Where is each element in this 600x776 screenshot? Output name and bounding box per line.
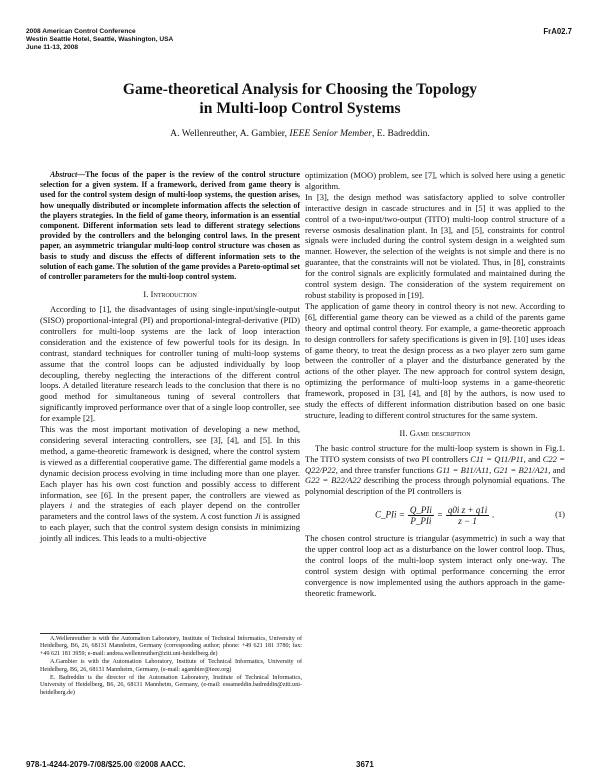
equation-fraction-1 [408,505,434,526]
equation-period: . [492,509,495,520]
conference-name: 2008 American Control Conference [26,28,136,35]
fraction-1-denominator: P_PIi [410,516,432,527]
symbol-g22: G22 = B22/A22 [305,475,361,486]
section-heading-introduction: I. Introduction [143,289,197,300]
right-column [305,170,565,599]
abstract-label: Abstract [50,170,78,179]
symbol-ji: Ji [254,511,261,522]
session-code: FrA02.7 [543,27,572,36]
symbol-g11: G11 = B11/A11 [436,464,490,475]
intro-paragraph-2 [40,424,300,544]
symbol-i: i [69,500,73,511]
conference-header [26,28,173,53]
footnote-3: E. Badreddin is the director of the Automation Laboratory, Institute of Technical Informatics, University of Heidelberg, B6, 26, 68131 Mannheim, Germany, (e-mail: essameddin.badreddin@ziti.uni-heidelberg.de) [40,675,302,696]
author-list [40,128,560,139]
isbn-footer: 978-1-4244-2079-7/08/$25.00 ©2008 AACC. [26,760,186,769]
game-p1-part-d: describing the process through polynomial equations. The polynomial description of the PI controllers is [305,475,565,497]
symbol-c11: C11 = Q11/P11 [470,453,524,464]
paper-title [60,80,540,118]
game-p1-sep: , [489,464,494,475]
equation-number: (1) [555,509,565,520]
footnotes [40,636,302,698]
abstract [40,170,300,282]
equation-1 [305,501,565,529]
footnote-rule [40,633,140,634]
abstract-text: —The focus of the paper is the review of the control structure selection for a given system. If a framework, derived from game theory is used for the control system design of multi-loop systems, the question arises, how unequally distributed or incomplete information affects the selection of the players strategies. In the field of game theory, information is an essential component. Different information sets lead to different strategy selections provided by the controllers and the belonging control laws. In the present paper, an asymmetric triangular multi-loop control structure was chosen as basis to study and discuss the effects of different information sets to the solution of each game. The solution of the game provides a Pareto-optimal set of controller parameters for the multi-loop control system. [40,170,300,282]
symbol-c22: C22 = Q22/P22 [305,453,565,475]
equation-equals: = [436,509,443,520]
game-paragraph-2: The chosen control structure is triangular (asymmetric) in such a way that the upper control loop act as a disturbance on the lower control loop. Thus, the control loops of the multi-loop system interact only one-way. The control system design with optimal performance concerning the error convergence is now implemented using the authors approach in the game-theoretic framework. [305,533,565,598]
right-paragraph-2: In [3], the design method was satisfactory applied to solve controller interactive design in cascade structures and in [5] it was applied to the control of a two-input/two-output (TITO) multi-loop control structure of a reverse osmosis desalination plant. In [3], and [5], constraints for control signals were included during the control system design in a weighted sum manner. However, the selection of the weights is not simple and there is no guarantee, that the constraints will not be violated. Thus, in [8], constraints for the control signals are explicitly formulated and maintained during the control system design. The consideration of the system requirement on robust stability is proposed in [19]. [305,191,565,300]
right-paragraph-1: optimization (MOO) problem, see [7], which is solved here using a genetic algorithm. [305,170,565,191]
conference-dates: June 11-13, 2008 [26,44,79,52]
game-p1-part-a: The basic control structure for the multi-loop system is shown in Fig.1. The TITO system consists of two PI controllers [305,442,565,464]
intro-p2-part-c: is assigned to each player, such that the control system design consists in minimizing jointly all indices. This leads to a multi-objective [40,511,300,544]
game-paragraph-1 [305,443,565,498]
intro-paragraph-1: According to [1], the disadvantages of using single-input/single-output (SISO) proportional-integral (PI) and proportional-integral-derivative (PID) controllers for multi-loop systems are the lack of loop interaction consideration and the existence of few powerful tools for its design. In contrast, standard techniques for controller tuning of multi-loop systems assume that the control loops can be adjusted individually by loop decoupling, thereby neglecting the interactions of the different control loops. A detailed literature research leads to the conclusion that there is no good method for simultaneous tuning of several controllers that significantly improved performance over that of a single loop controller, see for example [2]. [40,304,300,424]
conference-venue: Westin Seattle Hotel, Seattle, Washington, USA [26,36,174,44]
authors-part-1: A. Wellenreuther, A. Gambier, [170,128,290,139]
equation-fraction-2 [446,505,489,526]
section-heading-game-description: II. Game description [399,427,471,438]
footnote-1: A.Wellenreuther is with the Automation Laboratory, Institute of Technical Informatics, University of Heidelberg, B6, 26, 68131 Mannheim, Germany (corresponding author; phone: +49 621 181 3780; fax: +49 621 181 3959; e-mail: andrea.wellenreuther@ziti.uni-heidelberg.de) [40,636,302,657]
intro-p2-part-b: and the strategies of each player depend on the controller parameters and the control laws of the system. A cost function [40,500,301,522]
fraction-2-numerator: q0i z + q1i [447,505,488,516]
title-line-1: Game-theoretical Analysis for Choosing the Topology [122,81,478,98]
game-p1-part-c: , and three transfer functions [335,464,437,475]
symbol-g21: G21 = B21/A21 [493,464,549,475]
page-number: 3671 [356,760,374,769]
fraction-1-numerator: Q_PIi [409,505,432,516]
intro-p2-part-a: This was the most important motivation of developing a new method, considering several interacting controllers, see [3], [4], and [5]. In this method, a game-theoretic framework is designed, where the control system is viewed as a differential cooperative game. The differential game models a dynamic decision process evolving in time including more than one player. Each player has his own cost function and possibly access to different information, see [6]. In the present paper, the controllers are viewed as players [40,424,300,511]
right-paragraph-3: The application of game theory in control theory is not new. According to [6], differential game theory can be viewed as a child of the parents game theory and optimal control theory. For example, a game-theoretic approach to design controllers for safety specifications is given in [9]. [10] uses ideas of game theory, to treat the design process as a two player zero sum game between the controller of a player and the disturbance generated by the actions of the other player. The new approach for control system design, optimizing the performance of multi-loop systems in a game-theoretic framework, proposed in [3], [4], and [8] by the authors, is now used to study the effects of different information distribution based on one basic structure, leading to different control structures for the same system. [305,300,565,420]
authors-part-2: , E. Badreddin. [372,128,430,139]
equation-body [375,505,494,526]
left-column [40,170,300,544]
equation-lhs: C_PIi = [375,509,405,520]
title-line-2: in Multi-loop Control Systems [199,100,401,117]
footnote-2: A.Gambier is with the Automation Laboratory, Institute of Technical Informatics, University of Heidelberg, B6, 26, 68131 Mannheim, Germany, (e-mail: agambier@ieee.org) [40,659,302,673]
game-p1-part-b: , and [523,453,543,464]
game-p1-and: , and [548,464,566,475]
authors-ieee-member: IEEE Senior Member [289,128,372,139]
fraction-2-denominator: z − 1 [458,516,477,527]
